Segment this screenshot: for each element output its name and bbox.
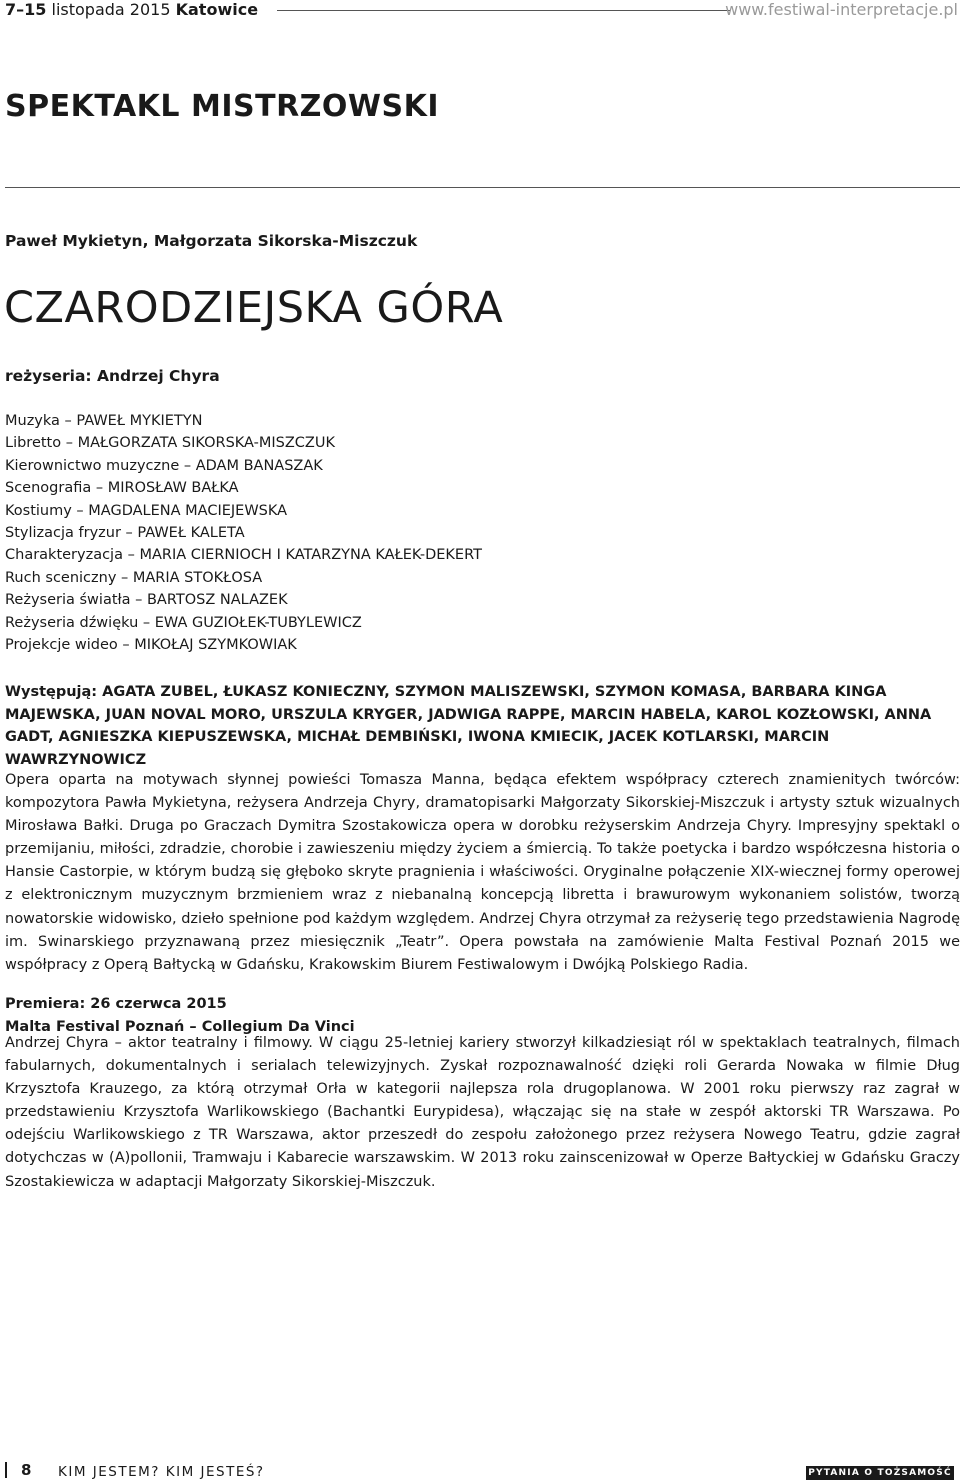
director: reżyseria: Andrzej Chyra (5, 367, 220, 385)
header-days: 7–15 (5, 0, 47, 19)
credit-name: BARTOSZ NALAZEK (146, 592, 288, 609)
premiere-date: Premiera: 26 czerwca 2015 (5, 996, 227, 1012)
credit-role: Muzyka (5, 413, 60, 429)
credit-separator: – (179, 457, 196, 474)
credit-role: Projekcje wideo (5, 637, 118, 654)
section-title: SPEKTAKL MISTRZOWSKI (5, 89, 440, 124)
credit-name: MAŁGORZATA SIKORSKA-MISZCZUK (77, 435, 335, 452)
credit-role: Kostiumy (5, 502, 72, 519)
credit-name: MAGDALENA MACIEJEWSKA (88, 502, 288, 519)
credit-name: PAWEŁ KALETA (137, 525, 245, 542)
credit-row (5, 567, 482, 589)
authors: Paweł Mykietyn, Małgorzata Sikorska-Miszczuk (5, 232, 418, 250)
credit-name: MIKOŁAJ SZYMKOWIAK (134, 637, 297, 654)
credit-separator: – (71, 502, 89, 519)
credit-name: MARIA CIERNIOCH I KATARZYNA KAŁEK-DEKERT (139, 547, 482, 564)
credit-row (5, 522, 482, 544)
play-title: CZARODZIEJSKA GÓRA (4, 283, 504, 333)
credit-role: Charakteryzacja (5, 547, 123, 564)
footer-bar (5, 1462, 7, 1478)
credit-role: Reżyseria światła (5, 592, 131, 609)
header-dates (5, 0, 258, 20)
credit-role: Libretto (5, 435, 62, 452)
credit-separator: – (120, 525, 138, 542)
credit-name: EWA GUZIOŁEK-TUBYLEWICZ (154, 614, 362, 631)
credit-separator: – (61, 435, 78, 452)
credit-separator: – (117, 637, 135, 654)
header-url[interactable]: www.festiwal-interpretacje.pl (725, 0, 958, 19)
credits-list (5, 410, 482, 656)
credit-separator: – (138, 614, 155, 631)
header-rule (277, 10, 730, 11)
footer-badge: PYTANIA O TOŻSAMOŚĆ (806, 1466, 954, 1480)
credit-row (5, 410, 482, 432)
credit-separator: – (116, 569, 133, 586)
credit-separator: – (91, 480, 108, 497)
cast-list: Występują: AGATA ZUBEL, ŁUKASZ KONIECZNY, SZYMON MALISZEWSKI, SZYMON KOMASA, BARBARA KINGA MAJEWSKA, JUAN NOVAL MORO, URSZULA KRYGER, JADWIGA RAPPE, MARCIN HABELA, KAROL KOZŁOWSKI, ANNA GADT, AGNIESZKA KIEPUSZEWSKA, MICHAŁ DEMBIŃSKI, IWONA KMIECIK, JACEK KOTLARSKI, MARCIN WAWRZYNOWICZ (5, 684, 932, 768)
credit-role: Kierownictwo muzyczne (5, 457, 180, 474)
credit-name: PAWEŁ MYKIETYN (76, 413, 203, 429)
credit-separator: – (59, 413, 77, 429)
credit-row (5, 544, 482, 566)
credit-row (5, 477, 482, 499)
credit-role: Scenografia (5, 480, 92, 497)
bio-paragraph: Andrzej Chyra – aktor teatralny i filmowy. W ciągu 25-letniej kariery stworzył kilkadziesiąt ról w spektaklach teatralnych, filmach fabularnych, dokumentalnych i serialach telewizyjnych. Zyskał rozpoznawalność dzięki roli Gerarda Nowaka w filmie Dług Krzysztofa Krauzego, za którą otrzymał Orła w kategorii najlepsza rola drugoplanowa. W 2001 roku pierwszy raz zagrał w przedstawieniu Krzysztofa Warlikowskiego (Bachantki Eurypidesa), włączając się na stałe w zespół aktorski TR Warszawa. Po odejściu Warlikowskiego z TR Warszawa, aktor przeszedł do zespołu założonego przez reżysera Nowego Teatru, gdzie zagrał dotychczas w (A)pollonii, Tramwaju i Kabarecie warszawskim. W 2013 roku zainscenizował w Operze Bałtyckiej w Gdańsku Graczy Szostakiewicza w adaptacji Małgorzaty Sikorskiej-Miszczuk. (5, 1035, 960, 1190)
credit-row (5, 589, 482, 611)
credit-name: ADAM BANASZAK (195, 457, 323, 474)
credit-row (5, 634, 482, 656)
credit-role: Stylizacja fryzur (5, 525, 121, 542)
header-month-year: listopada 2015 (51, 0, 171, 19)
credit-separator: – (122, 547, 140, 564)
description-paragraph: Opera oparta na motywach słynnej powieści Tomasza Manna, będąca efektem współpracy czterech znamienitych twórców: kompozytora Pawła Mykietyna, reżysera Andrzeja Chyry, dramatopisarki Małgorzaty Sikorskiej-Miszczuk i artysty sztuk wizualnych Mirosława Bałki. Druga po Graczach Dymitra Szostakowicza opera w dorobku reżyserskim Andrzeja Chyry. Impresyjny spektakl o przemijaniu, miłości, zdradzie, chorobie i zawieszeniu między życiem a śmiercią. To także poetycka i bardzo współczesna historia o Hansie Castorpie, w którym budzą się głęboko skryte pragnienia i właściwości. Oryginalne połączenie XIX-wiecznej formy operowej z elektronicznym muzycznym brzmieniem wraz z niebanalną koncepcją libretta i brawurowym wykonaniem solistów, tworzą nowatorskie widowisko, dzieło spełnione pod każdym względem. Andrzej Chyra otrzymał za reżyserię tego przedstawienia Nagrodę im. Swinarskiego przyznawaną przez miesięcznik „Teatr”. Opera powstała na zamówienie Malta Festival Poznań 2015 we współpracy z Operą Bałtycką w Gdańsku, Krakowskim Biurem Festiwalowym i Dwójką Polskiego Radia. (5, 772, 960, 973)
page-number: 8 (21, 1461, 32, 1479)
credit-separator: – (130, 592, 147, 609)
credit-name: MIROSŁAW BAŁKA (107, 480, 239, 497)
credit-role: Reżyseria dźwięku (5, 614, 139, 631)
section-rule (5, 187, 960, 188)
premiere-venue: Malta Festival Poznań – Collegium Da Vinci (5, 1018, 355, 1035)
header-city: Katowice (175, 0, 259, 19)
credit-row (5, 500, 482, 522)
credit-row (5, 455, 482, 477)
credit-name: MARIA STOKŁOSA (132, 569, 263, 586)
credit-role: Ruch sceniczny (5, 569, 117, 586)
footer-text: KIM JESTEM? KIM JESTEŚ? (58, 1464, 265, 1480)
credit-row (5, 612, 482, 634)
credit-row (5, 432, 482, 454)
